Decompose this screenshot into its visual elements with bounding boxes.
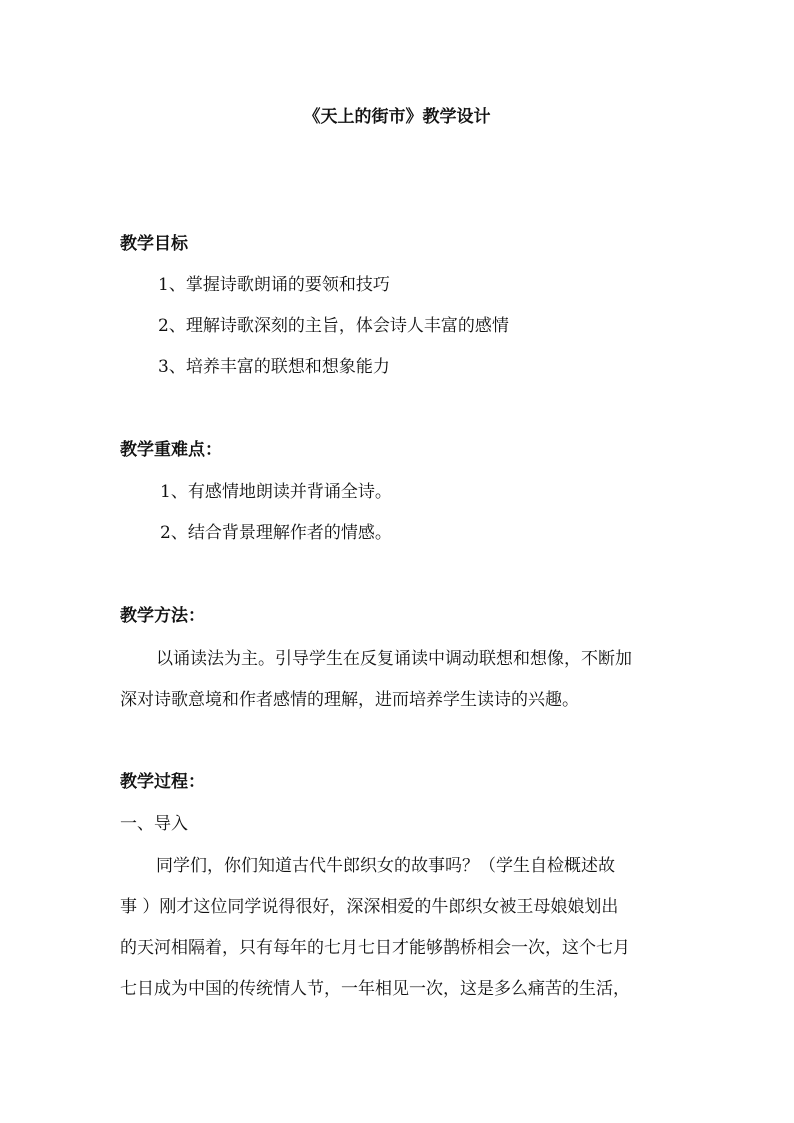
process-subheading: 一、导入 — [120, 814, 188, 834]
key-point-item: 2、结合背景理解作者的情感。 — [160, 523, 392, 543]
process-heading: 教学过程： — [120, 772, 205, 792]
methods-paragraph-line: 以诵读法为主。引导学生在反复诵读中调动联想和想像，不断加 — [156, 649, 632, 669]
process-paragraph-line: 同学们，你们知道古代牛郎织女的故事吗？（学生自检概述故 — [156, 856, 615, 876]
key-point-item: 1、有感情地朗读并背诵全诗。 — [160, 482, 392, 502]
document-title: 《天上的街市》教学设计 — [303, 107, 491, 127]
objective-item: 1、掌握诗歌朗诵的要领和技巧 — [158, 275, 390, 295]
process-paragraph-line: 七日成为中国的传统情人节，一年相见一次，这是多么痛苦的生活， — [120, 979, 630, 999]
objective-item: 2、理解诗歌深刻的主旨，体会诗人丰富的感情 — [158, 316, 509, 336]
objectives-heading: 教学目标 — [120, 234, 188, 254]
objective-item: 3、培养丰富的联想和想象能力 — [158, 357, 390, 377]
methods-paragraph-line: 深对诗歌意境和作者感情的理解，进而培养学生读诗的兴趣。 — [120, 690, 579, 710]
methods-heading: 教学方法： — [120, 606, 205, 626]
process-paragraph-line: 事 ）刚才这位同学说得很好，深深相爱的牛郎织女被王母娘娘划出 — [120, 897, 619, 917]
key-points-heading: 教学重难点： — [120, 440, 222, 460]
process-paragraph-line: 的天河相隔着，只有每年的七月七日才能够鹊桥相会一次，这个七月 — [120, 938, 630, 958]
